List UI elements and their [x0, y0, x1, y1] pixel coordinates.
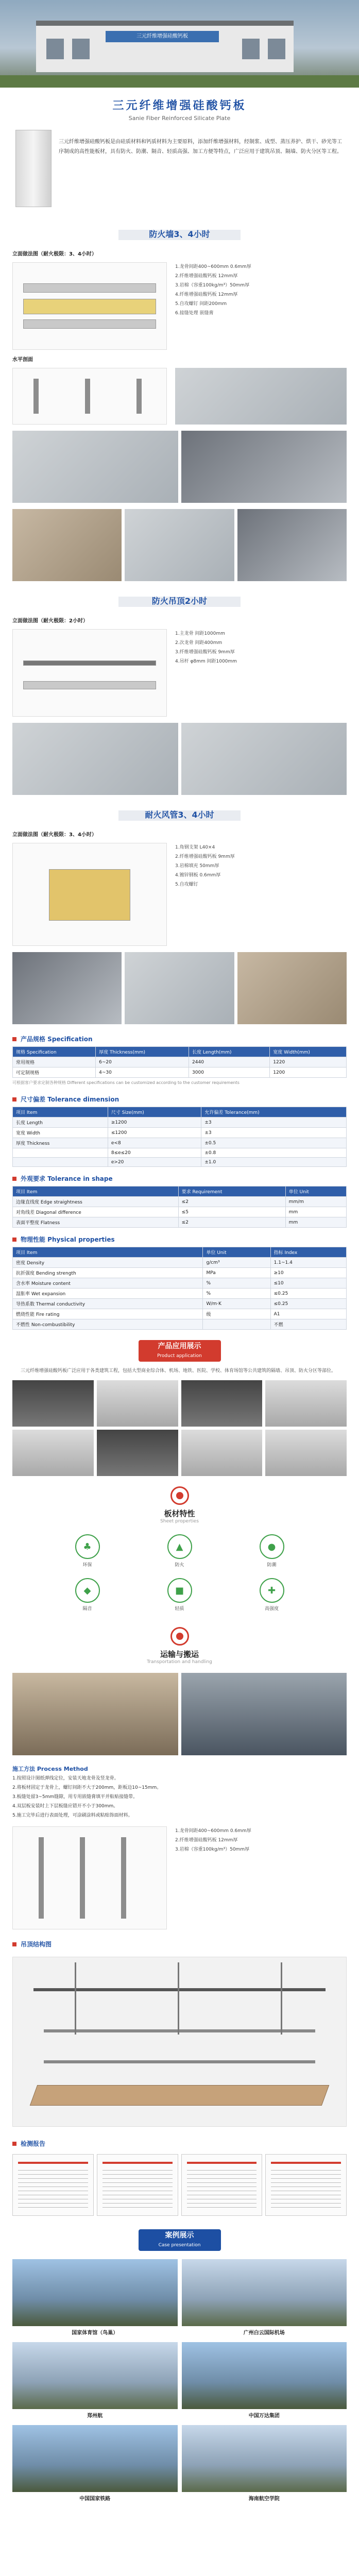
fire-icon: ▲	[167, 1534, 192, 1559]
process-wall-diagram	[12, 1826, 167, 1929]
section-head-duct	[0, 806, 359, 824]
cases-header: 案例展示 Case presentation	[139, 2229, 221, 2251]
feature-light: ■ 轻质	[162, 1578, 198, 1612]
process-title: 施工方法 Process Method	[12, 1766, 88, 1772]
section-title-wall: 防火墙3、4小时	[149, 229, 210, 239]
features-header: 板材特性 Sheet properties	[0, 1476, 359, 1529]
shield-icon: ✚	[260, 1578, 284, 1603]
feature-section-icon	[170, 1486, 189, 1505]
process-diagram-row: 1.龙骨间距400~600mm 0.6mm厚 2.纤维增强硅酸钙板 12mm厚 3.岩棉（容重100kg/m³）50mm厚	[0, 1823, 359, 1933]
case-item: 中国国家铁路	[12, 2425, 178, 2504]
truck-icon	[170, 1627, 189, 1646]
ceiling-diagram	[12, 629, 167, 717]
wall-spec-row	[0, 259, 359, 353]
wall-photos	[0, 428, 359, 506]
weight-icon: ■	[167, 1578, 192, 1603]
product-display-desc: 三元纤维增强硅酸钙板广泛应用于各类建筑工程，包括大型商业综合体、机场、地铁、医院、学校、体育场馆等公共建筑的隔墙、吊顶、防火分区等部位。	[21, 1368, 336, 1374]
cert-documents	[0, 2151, 359, 2219]
case-item: 中国万达集团	[182, 2342, 347, 2421]
case-item: 郑州航	[12, 2342, 178, 2421]
feature-moisture: ● 防潮	[254, 1534, 290, 1568]
process-method: 施工方法 Process Method 1.按照设计图纸弹线定位，安装天地龙骨及竖龙骨。 2.将板材固定于龙骨上，螺钉间距不大于200mm，距板边10~15mm。 3.板缝处留3~5mm缝隙，用专用嵌缝膏填平并粘贴接缝带。 4.双层板安装时上下层板缝应错开不小于300mm。 5.施工完毕后进行表面处理，可涂刷涂料或粘贴饰面材料。	[0, 1758, 359, 1823]
drop-icon: ●	[260, 1534, 284, 1559]
feature-icons-row-2	[0, 1573, 359, 1617]
duct-diagram	[12, 843, 167, 946]
wall-horizontal-section	[0, 365, 359, 428]
product-photos-1	[0, 1380, 359, 1427]
section-title-duct: 耐火风管3、4小时	[145, 810, 214, 820]
case-item: 广州白云国际机场	[182, 2259, 347, 2338]
wall-diagram-caption: 立面做法图（耐火极限：3、4小时）	[12, 251, 97, 257]
feature-fire: ▲ 防火	[162, 1534, 198, 1568]
product-title	[0, 88, 359, 127]
tolerance-caption: 尺寸偏差 Tolerance dimension	[0, 1088, 359, 1107]
wall-spec-list: 1.龙骨间距400~600mm 0.6mm厚 2.纤维增强硅酸钙板 12mm厚 3.岩棉（容重100kg/m³）50mm厚 4.纤维增强硅酸钙板 12mm厚 5.自攻螺钉 间距200mm 6.接缝处理 嵌缝膏	[175, 264, 251, 316]
sound-icon: ◆	[75, 1578, 100, 1603]
leaf-icon: ♣	[75, 1534, 100, 1559]
hero-factory-photo	[0, 0, 359, 88]
wall-section-caption: 水平剖面	[12, 357, 33, 363]
intro-block	[0, 127, 359, 217]
duct-spec-row	[0, 840, 359, 949]
ceiling-structure-caption: 吊顶结构图	[0, 1933, 359, 1952]
transport-photos	[0, 1670, 359, 1758]
intro-text: 三元纤维增强硅酸钙板是由硅质材料和钙质材料为主要原料，添加纤维增强材料，经制浆、成型、蒸压养护、烘干、砂光等工序制成的高性能板材，具有防火、防潮、隔音、轻质高强、加工方便等特点，广泛应用于建筑吊顶、隔墙、防火分区等工程。	[59, 139, 342, 155]
product-photos-2	[0, 1430, 359, 1476]
duct-spec-list: 1.角钢支架 L40×4 2.纤维增强硅酸钙板 9mm厚 3.岩棉填充 50mm厚 4.镀锌钢板 0.6mm厚 5.自攻螺钉	[175, 845, 235, 887]
duct-photos	[0, 949, 359, 1027]
wall-elevation-diagram	[12, 262, 167, 350]
product-display-header: 产品应用展示 Product application	[139, 1340, 221, 1362]
physical-caption: 物理性能 Physical properties	[0, 1228, 359, 1247]
section-title-ceiling: 防火吊顶2小时	[151, 596, 208, 606]
board-thumbnail	[15, 130, 52, 207]
case-item: 海南航空学院	[182, 2425, 347, 2504]
product-detail-page: 三元纤维增强硅酸钙板 三元纤维增强硅酸钙板 Sanie Fiber Reinforced Silicate Plate 三元纤维增强硅酸钙板是由硅质材料和钙质材料为主要原料，添加纤维增强材料，经制浆、成型、蒸压养护、烘干、砂光等工序制成的高性能板材，具有防火、防潮、隔音、轻质高强、加工方便等特点，广泛应用于建筑吊顶、隔墙、防火分区等工程。 防火墙3、4小时 立面做法图（耐火极限：3、4小时） 1.龙骨间距400~600mm 0.6mm厚 2.纤维增强硅酸钙板 12mm厚 3.岩棉（容重100kg/m³）50mm厚 4.纤维增强硅酸钙板 12mm厚 5.自攻螺钉 间距200mm 6.接缝处理 嵌缝膏 水平剖面 防火吊顶2小时 立面做法图（耐火极限：2小时） 1.主龙骨 间距1000mm 2.次龙骨 间距400mm 3.纤维增强硅酸钙板 9mm厚 4.吊杆 φ8mm 间距1000mm 耐火风管3、4小时 立面做法图（耐火极限：3、4小时） 1.角钢支架 L40×4 2.纤维增强硅酸钙板 9mm厚 3.岩棉填充 50mm厚 4.镀锌钢板 0.6mm厚 5.自攻螺钉 产品规格 Specification 规格 Specification 厚度 Thickness(mm) 长度 Length(mm) 宽度 Width(mm) 常用规格 6~20 2440 1220 可定制规格 4~30 3000 1200 可根据客户要求定制各种规格 Different specifications can be customized according to the customer requirements 尺寸偏差 Tolerance dimension 项目 Item 尺寸 Size(mm) 允许偏差 Tolerance(mm) 长度 Length ≥1200 ±3 宽度 Width ≤1200 ±3 厚度 Thickness e<8 ±0.5 8≤e≤20 ±0.8 e>20 ±1.0 外观要求 Tolerance in shape 项目 Item 要求 Requirement 单位 Unit 边缘直线度 Edge straightness ≤2 mm/m 对角线差 Diagonal difference ≤5 mm 表面平整度 Flatness ≤2 mm 物理性能 Physical properties 项目 Item 单位 Unit 指标 Index 密度 Density g/cm³ 1.1~1.4 抗折强度 Bending strength MPa ≥10 含水率 Moisture content % ≤10 湿胀率 Wet expansion % ≤0.25 导热系数 Thermal conductivity W/m·K ≤0.25 燃烧性能 Fire rating 级 A1 不燃性 Non-combustibility 不燃 产品应用展示 Product application 三元纤维增强硅酸钙板广泛应用于各类建筑工程，包括大型商业综合体、机场、地铁、医院、学校、体育场馆等公共建筑的隔墙、吊顶、防火分区等部位。 板材特性 Sheet properties ♣ 环保 ▲ 防火 ● 防潮 ◆ 隔音 ■ 轻质 ✚ 高强度 运输与搬运 Transportation and handling 施工方法 Process Method 1.按照设计图纸弹线定位，安装天地龙骨及竖龙骨。 2.将板材固定于龙骨上，螺钉间距不大于200mm，距板边10~15mm。 3.板缝处留3~5mm缝隙，用专用嵌缝膏填平并粘贴接缝带。 4.双层板安装时上下层板缝应错开不小于300mm。 5.施工完毕后进行表面处理，可涂刷涂料或粘贴饰面材料。 1.龙骨间距400~600mm 0.6mm厚 2.纤维增强硅酸钙板 12mm厚 3.岩棉（容重100kg/m³）50mm厚 吊顶结构图 检测报告 案例展示 Case presentation 国家体育馆（鸟巢） 广州白云国际机场 郑州航 中国万达集团 中国国家铁路 海南航空学院	[0, 0, 359, 2576]
feature-sound: ◆ 隔音	[70, 1578, 106, 1612]
ceiling-spec-list: 1.主龙骨 间距1000mm 2.次龙骨 间距400mm 3.纤维增强硅酸钙板 9mm厚 4.吊杆 φ8mm 间距1000mm	[175, 631, 237, 664]
shape-caption: 外观要求 Tolerance in shape	[0, 1167, 359, 1186]
product-title-en: Sanie Fiber Reinforced Silicate Plate	[128, 115, 231, 122]
spec-table-caption: 产品规格 Specification	[0, 1027, 359, 1046]
ceiling-photos	[0, 720, 359, 798]
tolerance-table: 项目 Item 尺寸 Size(mm) 允许偏差 Tolerance(mm) 长度 Length ≥1200 ±3 宽度 Width ≤1200 ±3 厚度 Thickness e<8 ±0.5 8≤e≤20 ±0.8 e>20 ±1.0	[12, 1107, 347, 1167]
shape-table: 项目 Item 要求 Requirement 单位 Unit 边缘直线度 Edge straightness ≤2 mm/m 对角线差 Diagonal difference ≤5 mm 表面平整度 Flatness ≤2 mm	[12, 1186, 347, 1228]
certs-caption: 检测报告	[0, 2132, 359, 2151]
ceiling-spec-row	[0, 626, 359, 720]
transport-header: 运输与搬运 Transportation and handling	[0, 1617, 359, 1670]
factory-building	[36, 21, 294, 72]
case-grid	[0, 2256, 359, 2507]
section-head-ceiling	[0, 592, 359, 610]
ceiling-structure-diagram	[12, 1957, 347, 2127]
section-head-wall	[0, 226, 359, 243]
case-item: 国家体育馆（鸟巢）	[12, 2259, 178, 2338]
product-title-cn: 三元纤维增强硅酸钙板	[112, 99, 247, 112]
factory-sign: 三元纤维增强硅酸钙板	[106, 31, 219, 42]
feature-strength: ✚ 高强度	[254, 1578, 290, 1612]
physical-table: 项目 Item 单位 Unit 指标 Index 密度 Density g/cm³ 1.1~1.4 抗折强度 Bending strength MPa ≥10 含水率 Moisture content % ≤10 湿胀率 Wet expansion % ≤0.25 导热系数 Thermal conductivity W/m·K ≤0.25 燃烧性能 Fire rating 级 A1 不燃性 Non-combustibility 不燃	[12, 1247, 347, 1330]
feature-eco: ♣ 环保	[70, 1534, 106, 1568]
spec-table: 规格 Specification 厚度 Thickness(mm) 长度 Length(mm) 宽度 Width(mm) 常用规格 6~20 2440 1220 可定制规格 4~30 3000 1200	[12, 1046, 347, 1078]
feature-icons-row-1	[0, 1529, 359, 1573]
wall-photo	[175, 368, 347, 425]
spec-note: 可根据客户要求定制各种规格 Different specifications can be customized according to the customer requirements	[12, 1080, 240, 1085]
